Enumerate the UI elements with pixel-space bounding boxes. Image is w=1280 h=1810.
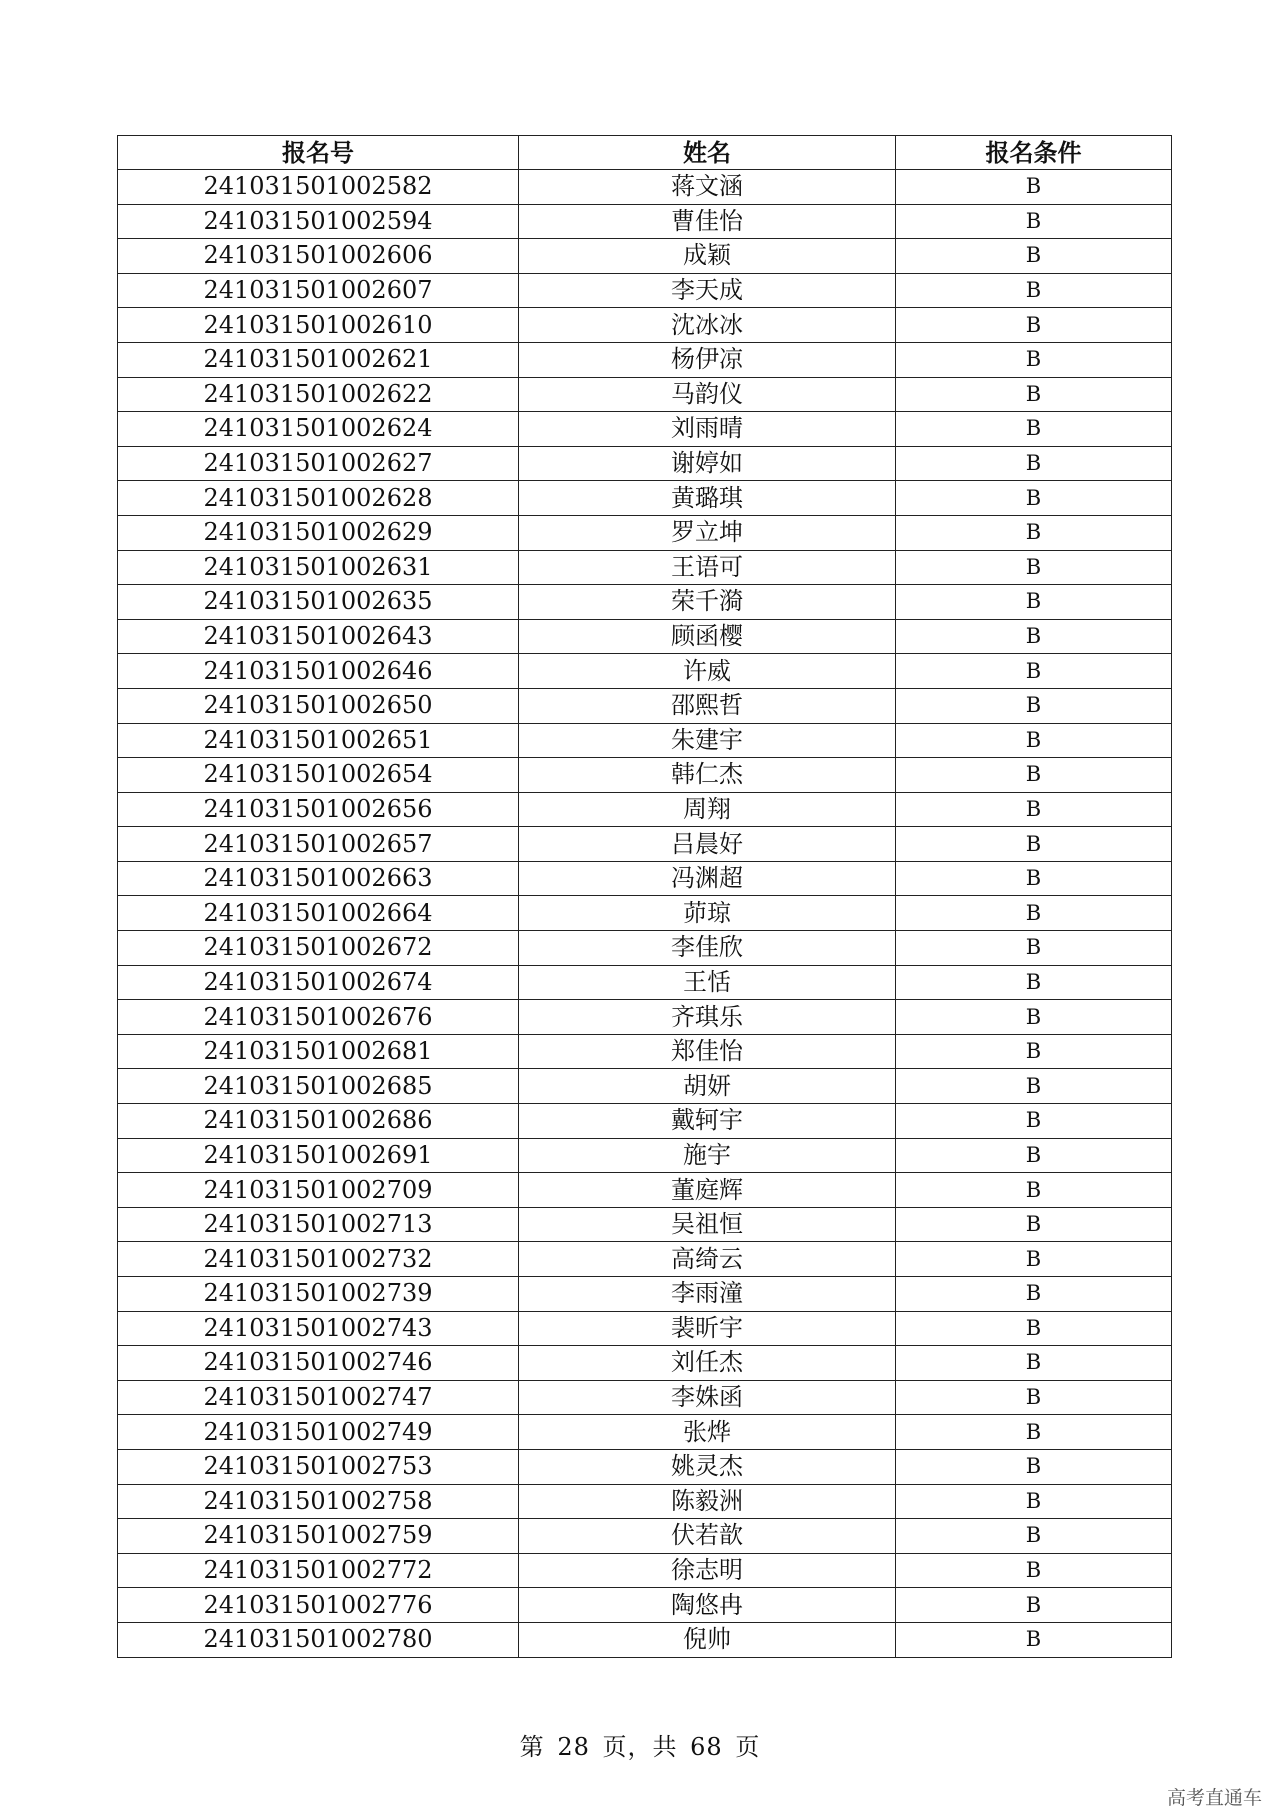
- condition-cell: B: [896, 239, 1172, 274]
- condition-cell: B: [896, 1553, 1172, 1588]
- table-row: [118, 1138, 1172, 1173]
- condition-cell: B: [896, 619, 1172, 654]
- condition-cell: B: [896, 1173, 1172, 1208]
- condition-cell: B: [896, 1242, 1172, 1277]
- table-row: [118, 688, 1172, 723]
- registration-number-cell: 241031501002685: [118, 1069, 519, 1104]
- table-row: [118, 1104, 1172, 1139]
- registration-number-cell: 241031501002635: [118, 585, 519, 620]
- name-cell: 曹佳怡: [519, 204, 896, 239]
- registration-number-cell: 241031501002772: [118, 1553, 519, 1588]
- name-cell: 成颖: [519, 239, 896, 274]
- name-cell: 张烨: [519, 1415, 896, 1450]
- registration-number-cell: 241031501002746: [118, 1346, 519, 1381]
- condition-cell: B: [896, 931, 1172, 966]
- registration-number-cell: 241031501002747: [118, 1380, 519, 1415]
- name-cell: 谢婷如: [519, 446, 896, 481]
- registration-number-cell: 241031501002691: [118, 1138, 519, 1173]
- registration-number-cell: 241031501002672: [118, 931, 519, 966]
- condition-cell: B: [896, 481, 1172, 516]
- name-cell: 姚灵杰: [519, 1449, 896, 1484]
- table-row: [118, 1449, 1172, 1484]
- registration-number-cell: 241031501002594: [118, 204, 519, 239]
- name-cell: 李天成: [519, 273, 896, 308]
- name-cell: 沈冰冰: [519, 308, 896, 343]
- name-cell: 罗立坤: [519, 515, 896, 550]
- name-cell: 施宇: [519, 1138, 896, 1173]
- condition-cell: B: [896, 1519, 1172, 1554]
- name-cell: 李佳欣: [519, 931, 896, 966]
- name-cell: 韩仁杰: [519, 758, 896, 793]
- name-cell: 倪帅: [519, 1622, 896, 1657]
- condition-cell: B: [896, 1449, 1172, 1484]
- page-footer: [0, 1727, 1280, 1762]
- registration-number-cell: 241031501002759: [118, 1519, 519, 1554]
- condition-cell: B: [896, 1622, 1172, 1657]
- registration-number-cell: 241031501002582: [118, 170, 519, 205]
- table-row: [118, 1034, 1172, 1069]
- condition-cell: B: [896, 654, 1172, 689]
- table-row: [118, 1173, 1172, 1208]
- table-row: [118, 481, 1172, 516]
- name-cell: 齐琪乐: [519, 1000, 896, 1035]
- registration-number-cell: 241031501002780: [118, 1622, 519, 1657]
- name-cell: 郑佳怡: [519, 1034, 896, 1069]
- header-registration-number: 报名号: [118, 136, 519, 170]
- table-row: [118, 239, 1172, 274]
- candidate-table: [117, 135, 1172, 1658]
- watermark: 高考直通车: [1166, 1787, 1262, 1809]
- condition-cell: B: [896, 273, 1172, 308]
- condition-cell: B: [896, 965, 1172, 1000]
- table-row: [118, 412, 1172, 447]
- header-row: [118, 136, 1172, 170]
- table-row: [118, 1311, 1172, 1346]
- condition-cell: B: [896, 1000, 1172, 1035]
- table-row: [118, 1069, 1172, 1104]
- table-row: [118, 204, 1172, 239]
- condition-cell: B: [896, 1484, 1172, 1519]
- table-row: [118, 1346, 1172, 1381]
- table-row: [118, 1000, 1172, 1035]
- registration-number-cell: 241031501002656: [118, 792, 519, 827]
- condition-cell: B: [896, 550, 1172, 585]
- name-cell: 伏若歆: [519, 1519, 896, 1554]
- registration-number-cell: 241031501002686: [118, 1104, 519, 1139]
- condition-cell: B: [896, 1104, 1172, 1139]
- name-cell: 王语可: [519, 550, 896, 585]
- registration-number-cell: 241031501002643: [118, 619, 519, 654]
- condition-cell: B: [896, 1311, 1172, 1346]
- name-cell: 胡妍: [519, 1069, 896, 1104]
- registration-number-cell: 241031501002624: [118, 412, 519, 447]
- name-cell: 马韵仪: [519, 377, 896, 412]
- condition-cell: B: [896, 515, 1172, 550]
- condition-cell: B: [896, 446, 1172, 481]
- registration-number-cell: 241031501002709: [118, 1173, 519, 1208]
- table-row: [118, 342, 1172, 377]
- condition-cell: B: [896, 308, 1172, 343]
- name-cell: 杨伊凉: [519, 342, 896, 377]
- table-row: [118, 1380, 1172, 1415]
- registration-number-cell: 241031501002753: [118, 1449, 519, 1484]
- name-cell: 李姝函: [519, 1380, 896, 1415]
- table-row: [118, 1588, 1172, 1623]
- table-row: [118, 1519, 1172, 1554]
- page-label-prefix: 第: [519, 1733, 545, 1761]
- registration-number-cell: 241031501002606: [118, 239, 519, 274]
- condition-cell: B: [896, 688, 1172, 723]
- name-cell: 刘雨晴: [519, 412, 896, 447]
- name-cell: 陈毅洲: [519, 1484, 896, 1519]
- condition-cell: B: [896, 1138, 1172, 1173]
- registration-number-cell: 241031501002758: [118, 1484, 519, 1519]
- table-row: [118, 654, 1172, 689]
- name-cell: 吕晨好: [519, 827, 896, 862]
- table-row: [118, 377, 1172, 412]
- name-cell: 周翔: [519, 792, 896, 827]
- registration-number-cell: 241031501002646: [118, 654, 519, 689]
- condition-cell: B: [896, 1034, 1172, 1069]
- table-row: [118, 585, 1172, 620]
- name-cell: 许威: [519, 654, 896, 689]
- registration-number-cell: 241031501002713: [118, 1207, 519, 1242]
- registration-number-cell: 241031501002776: [118, 1588, 519, 1623]
- name-cell: 朱建宇: [519, 723, 896, 758]
- table-row: [118, 308, 1172, 343]
- condition-cell: B: [896, 861, 1172, 896]
- name-cell: 荣千漪: [519, 585, 896, 620]
- table-row: [118, 758, 1172, 793]
- table-row: [118, 965, 1172, 1000]
- registration-number-cell: 241031501002628: [118, 481, 519, 516]
- table-row: [118, 1207, 1172, 1242]
- name-cell: 戴轲宇: [519, 1104, 896, 1139]
- registration-number-cell: 241031501002739: [118, 1277, 519, 1312]
- registration-number-cell: 241031501002621: [118, 342, 519, 377]
- registration-number-cell: 241031501002629: [118, 515, 519, 550]
- name-cell: 陶悠冉: [519, 1588, 896, 1623]
- registration-number-cell: 241031501002664: [118, 896, 519, 931]
- condition-cell: B: [896, 792, 1172, 827]
- header-name: 姓名: [519, 136, 896, 170]
- name-cell: 高绮云: [519, 1242, 896, 1277]
- header-condition: 报名条件: [896, 136, 1172, 170]
- page-label-suffix: 页: [735, 1733, 761, 1761]
- table-body: [118, 170, 1172, 1658]
- registration-number-cell: 241031501002627: [118, 446, 519, 481]
- condition-cell: B: [896, 1346, 1172, 1381]
- registration-number-cell: 241031501002650: [118, 688, 519, 723]
- table-row: [118, 1484, 1172, 1519]
- registration-number-cell: 241031501002663: [118, 861, 519, 896]
- registration-number-cell: 241031501002631: [118, 550, 519, 585]
- table-row: [118, 896, 1172, 931]
- registration-number-cell: 241031501002654: [118, 758, 519, 793]
- table-row: [118, 170, 1172, 205]
- page-number: 28: [557, 1733, 590, 1761]
- table-row: [118, 1553, 1172, 1588]
- condition-cell: B: [896, 896, 1172, 931]
- condition-cell: B: [896, 758, 1172, 793]
- name-cell: 蒋文涵: [519, 170, 896, 205]
- table-row: [118, 273, 1172, 308]
- condition-cell: B: [896, 1207, 1172, 1242]
- registration-number-cell: 241031501002607: [118, 273, 519, 308]
- condition-cell: B: [896, 1069, 1172, 1104]
- condition-cell: B: [896, 1415, 1172, 1450]
- condition-cell: B: [896, 342, 1172, 377]
- registration-number-cell: 241031501002743: [118, 1311, 519, 1346]
- name-cell: 顾函樱: [519, 619, 896, 654]
- registration-number-cell: 241031501002681: [118, 1034, 519, 1069]
- table-row: [118, 861, 1172, 896]
- name-cell: 王恬: [519, 965, 896, 1000]
- name-cell: 徐志明: [519, 1553, 896, 1588]
- condition-cell: B: [896, 585, 1172, 620]
- name-cell: 刘任杰: [519, 1346, 896, 1381]
- total-pages: 68: [690, 1733, 723, 1761]
- registration-number-cell: 241031501002676: [118, 1000, 519, 1035]
- table-row: [118, 550, 1172, 585]
- name-cell: 黄璐琪: [519, 481, 896, 516]
- table-row: [118, 446, 1172, 481]
- registration-number-cell: 241031501002732: [118, 1242, 519, 1277]
- registration-number-cell: 241031501002749: [118, 1415, 519, 1450]
- name-cell: 茆琼: [519, 896, 896, 931]
- page-label-mid: 页，共: [602, 1733, 678, 1761]
- registration-number-cell: 241031501002674: [118, 965, 519, 1000]
- table-row: [118, 515, 1172, 550]
- table-row: [118, 792, 1172, 827]
- name-cell: 邵熙哲: [519, 688, 896, 723]
- table-row: [118, 1415, 1172, 1450]
- registration-number-cell: 241031501002622: [118, 377, 519, 412]
- condition-cell: B: [896, 170, 1172, 205]
- condition-cell: B: [896, 377, 1172, 412]
- registration-number-cell: 241031501002610: [118, 308, 519, 343]
- condition-cell: B: [896, 723, 1172, 758]
- table-header: [118, 136, 1172, 170]
- name-cell: 裴昕宇: [519, 1311, 896, 1346]
- table-row: [118, 723, 1172, 758]
- name-cell: 冯渊超: [519, 861, 896, 896]
- condition-cell: B: [896, 412, 1172, 447]
- condition-cell: B: [896, 827, 1172, 862]
- table-row: [118, 1277, 1172, 1312]
- table-row: [118, 1242, 1172, 1277]
- table-row: [118, 1622, 1172, 1657]
- registration-number-cell: 241031501002651: [118, 723, 519, 758]
- name-cell: 吴祖恒: [519, 1207, 896, 1242]
- condition-cell: B: [896, 1588, 1172, 1623]
- condition-cell: B: [896, 1380, 1172, 1415]
- table-row: [118, 827, 1172, 862]
- table-row: [118, 931, 1172, 966]
- table-row: [118, 619, 1172, 654]
- registration-number-cell: 241031501002657: [118, 827, 519, 862]
- name-cell: 李雨潼: [519, 1277, 896, 1312]
- name-cell: 董庭辉: [519, 1173, 896, 1208]
- condition-cell: B: [896, 1277, 1172, 1312]
- condition-cell: B: [896, 204, 1172, 239]
